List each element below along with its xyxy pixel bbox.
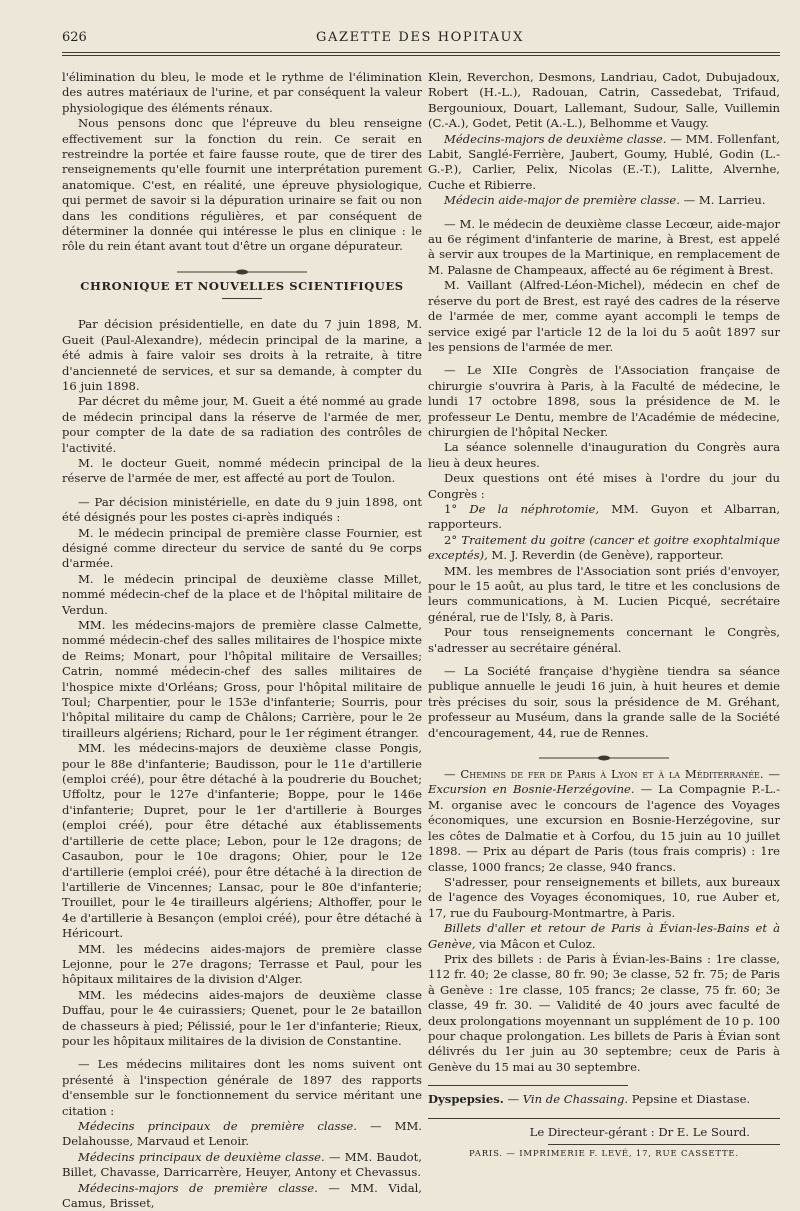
paragraph: MM. les médecins-majors de deuxième classe Pongis, pour le 88e d'infanterie; Baudisson, pour le 11e d'artillerie (emploi créé), pour être détaché à la poudrerie du Bouchet; Uffoltz, pour le 127e d'infanterie; Boppe, pour le 146e d'infanterie; Dupret, pour le 1er d'artillerie à Bourges (emploi créé), pour être détaché aux établissements d'artillerie de cette place; Lebon, pour le 12e dragons; de Casaubon, pour le 10e dragons; Ohier, pour le 12e d'artillerie (emploi créé), pour être détaché à la direction de l'artillerie de Vincennes; Lansac, pour le 80e d'infanterie; Trouillet, pour le 4e tirailleurs algériens; Althoffer, pour le 4e d'artillerie à Besançon (emploi créé), pour être détaché à Héricourt. bbox=[62, 741, 422, 941]
header-rule bbox=[62, 52, 780, 53]
running-title: GAZETTE DES HOPITAUX bbox=[316, 30, 524, 45]
citation-text: — MM. Baudot, Billet, Chavasse, Darricarrère, Heuyer, Antony et Chevassus. bbox=[62, 1149, 422, 1180]
paragraph: Klein, Reverchon, Desmons, Landriau, Cadot, Dubujadoux, Robert (H.-L.), Radouan, Catrin, Cassedebat, Trifaud, Bergounioux, Douart, Lallemant, Sudour, Salle, Vuillemin (C.-A.), Godet, Petit (A.-L.), Belhomme et Vaugy. bbox=[428, 70, 780, 131]
citation-text: — MM. Follenfant, Labit, Sanglé-Ferrière, Jaubert, Goumy, Hublé, Godin (L.-G.-P.), Carlier, Pelix, Nicolas (E.-T.), Lalitte, Alvernhe, Cuche et Ribierre. bbox=[428, 131, 780, 192]
paragraph: Prix des billets : de Paris à Évian-les-Bains : 1re classe, 112 fr. 40; 2e classe, 80 fr. 90; 3e classe, 52 fr. 75; de Paris à Genève : 1re classe, 105 francs; 2e classe, 75 fr. 60; 3e classe, 49 fr. 30. — Validité de 40 jours avec faculté de deux prolongations moyennant un supplément de 10 p. 100 pour chaque prolongation. Les billets de Paris à Évian sont délivrés du 1er juin au 30 septembre; ceux de Paris à Genève du 15 mai au 30 septembre. bbox=[428, 951, 780, 1074]
paragraph: Par décret du même jour, M. Gueit a été nommé au grade de médecin principal dans la réserve de l'armée de mer, pour compter de la date de sa radiation des contrôles de l'activité. bbox=[62, 394, 422, 455]
ad-dash: — bbox=[503, 1092, 523, 1107]
paragraph: M. le docteur Gueit, nommé médecin principal de la réserve de l'armée de mer, est affecté au port de Toulon. bbox=[62, 455, 422, 486]
notice-text: — La Compagnie P.-L.-M. organise avec le concours de l'agence des Voyages économiques, une excursion en Bosnie-Herzégovine, sur les côtes de Dalmatie et à Corfou, du 15 juin au 10 juillet 1898. — Prix au départ de Paris (tous frais compris) : 1re classe, 1000 francs; 2e classe, 940 francs. bbox=[428, 782, 781, 874]
paragraph: — Par décision ministérielle, en date du 9 juin 1898, ont été désignés pour les postes ci-après indiqués : bbox=[62, 494, 422, 525]
paragraph: M. le médecin principal de première classe Fournier, est désigné comme directeur du service de santé du 9e corps d'armée. bbox=[62, 525, 422, 571]
paragraph: MM. les médecins-majors de première classe Calmette, nommé médecin-chef des salles militaires de l'hospice mixte de Reims; Monart, pour l'hôpital militaire de Versailles; Catrin, nommé médecin-chef des salles militaires de l'hospice mixte d'Orléans; Gross, pour l'hôpital militaire de Toul; Charpentier, pour le 153e d'infanterie; Sourris, pour l'hôpital militaire du camp de Châlons; Carrière, pour le 2e tirailleurs algériens; Richard, pour le 1er régiment étranger. bbox=[62, 618, 422, 740]
citation-label: Médecins principaux de deuxième classe. bbox=[78, 1149, 325, 1164]
railway-notice bbox=[428, 767, 780, 875]
signature: Le Directeur-gérant : Dr E. Le Sourd. bbox=[529, 1124, 750, 1139]
printer-imprint: PARIS. — IMPRIMERIE F. LEVÉ, 17, RUE CASSETTE. bbox=[469, 1149, 739, 1159]
citation-text: — MM. Delahousse, Marvaud et Lenoir. bbox=[62, 1119, 422, 1149]
paragraph: — La Société française d'hygiène tiendra sa séance publique annuelle le jeudi 16 juin, à huit heures et demie très précises du soir, sous la présidence de M. Gréhant, professeur au Muséum, dans la grande salle de la Société d'encouragement, 44, rue de Rennes. bbox=[428, 664, 780, 740]
paragraph: MM. les membres de l'Association sont priés d'envoyer, pour le 15 août, au plus tard, le titre et les conclusions de leurs communications, à M. Lucien Picqué, secrétaire général, rue de l'Isly, 8, à Paris. bbox=[428, 563, 780, 624]
citation-label: Médecin aide-major de première classe. bbox=[444, 193, 680, 208]
paragraph: MM. les médecins aides-majors de deuxième classe Duffau, pour le 4e cuirassiers; Quenet, pour le 2e bataillon de chasseurs à pied; Pélissié, pour le 1er d'infanterie; Rieux, pour les hôpitaux militaires de la division de Constantine. bbox=[62, 987, 422, 1048]
divider bbox=[548, 1144, 780, 1145]
advertisement bbox=[428, 1092, 780, 1107]
question-item bbox=[428, 502, 780, 533]
ornament-divider bbox=[428, 751, 780, 759]
ornament-divider bbox=[62, 265, 422, 273]
citation-paragraph bbox=[428, 193, 780, 208]
left-column bbox=[62, 70, 422, 1211]
citation-text: — MM. Vidal, Camus, Brisset, bbox=[62, 1180, 422, 1211]
divider bbox=[428, 1085, 628, 1086]
citation-paragraph bbox=[62, 1150, 422, 1181]
paragraph: MM. les médecins aides-majors de première classe Lejonne, pour le 27e dragons; Terrasse et Paul, pour les hôpitaux militaires de la division d'Alger. bbox=[62, 941, 422, 987]
citation-label: Médecins-majors de première classe. bbox=[78, 1180, 318, 1195]
paragraph: l'élimination du bleu, le mode et le rythme de l'élimination des autres matériaux de l'urine, et par conséquent la valeur physiologique des éléments rénaux. bbox=[62, 70, 422, 115]
item-number: 1° bbox=[444, 501, 470, 516]
notice-subtitle: Excursion en Bosnie-Herzégovine. bbox=[428, 782, 635, 797]
paragraph: Nous pensons donc que l'épreuve du bleu renseigne effectivement sur la fonction du rein. Ce serait en restreindre la portée et faire fausse route, que de tirer des renseignements qu'elle fournit une interprétation purement anatomique. C'est, en réalité, une épreuve physiologique, qui permet de savoir si la dépuration urinaire se fait ou non dans les conditions régulières, et par conséquent de déterminer la donnée qui intéresse le plus en clinique : le rôle du rein étant avant tout d'être un organe dépurateur. bbox=[62, 116, 422, 254]
page-number: 626 bbox=[62, 30, 87, 45]
citation-text: — M. Larrieu. bbox=[679, 193, 766, 208]
header-rule-2 bbox=[62, 55, 780, 56]
item-text: M. J. Reverdin (de Genève), rapporteur. bbox=[487, 548, 724, 563]
citation-label: Médecins-majors de deuxième classe. bbox=[444, 131, 667, 146]
paragraph bbox=[428, 921, 780, 952]
question-item bbox=[428, 533, 780, 564]
paragraph: Deux questions ont été mises à l'ordre du jour du Congrès : bbox=[428, 471, 780, 501]
divider bbox=[428, 1118, 780, 1119]
paragraph: S'adresser, pour renseignements et billets, aux bureaux de l'agence des Voyages économiques, 10, rue Auber et, 17, rue du Faubourg-Montmartre, à Paris. bbox=[428, 874, 780, 920]
ad-product: Vin de Chassaing. bbox=[522, 1092, 629, 1107]
item-title: De la néphrotomie, bbox=[469, 501, 600, 516]
citation-paragraph bbox=[62, 1181, 422, 1211]
section-title: CHRONIQUE ET NOUVELLES SCIENTIFIQUES bbox=[80, 278, 404, 293]
right-column bbox=[428, 70, 780, 1162]
paragraph: M. Vaillant (Alfred-Léon-Michel), médecin en chef de réserve du port de Brest, est rayé des cadres de la réserve de l'armée de mer, comme ayant accompli le temps de service exigé par l'article 12 de la loi du 5 août 1897 sur les pensions de l'armée de mer. bbox=[428, 278, 780, 354]
ad-title: Dyspepsies. bbox=[428, 1092, 504, 1107]
item-subtitle: (cancer et goitre exophtalmique exceptés), bbox=[428, 532, 781, 563]
item-number: 2° bbox=[444, 532, 462, 547]
paragraph: M. le médecin principal de deuxième classe Millet, nommé médecin-chef de la place et de l'hôpital militaire de Verdun. bbox=[62, 571, 422, 617]
paragraph: — Le XIIe Congrès de l'Association française de chirurgie s'ouvrira à Paris, à la Faculté de médecine, le lundi 17 octobre 1898, sous la présidence de M. le professeur Le Dentu, membre de l'Académie de médecine, chirurgien de l'hôpital Necker. bbox=[428, 363, 780, 439]
citation-paragraph bbox=[62, 1119, 422, 1150]
paragraph: — Les médecins militaires dont les noms suivent ont présenté à l'inspection générale de 1897 des rapports d'ensemble sur le fonctionnement du service méritant une citation : bbox=[62, 1057, 422, 1118]
paragraph: Par décision présidentielle, en date du 7 juin 1898, M. Gueit (Paul-Alexandre), médecin principal de la marine, a été admis à faire valoir ses droits à la retraite, à titre d'ancienneté de services, et sur sa demande, à compter du 16 juin 1898. bbox=[62, 317, 422, 393]
item-text: MM. Guyon et Albarran, rapporteurs. bbox=[428, 501, 780, 532]
item-title: Traitement du goitre bbox=[461, 532, 586, 547]
citation-paragraph bbox=[428, 132, 780, 194]
ticket-title: Billets d'aller et retour de Paris à Évian-les-Bains et à Genève, bbox=[428, 921, 780, 951]
ad-text: Pepsine et Diastase. bbox=[628, 1092, 751, 1107]
notice-title: — Chemins de fer de Paris à Lyon et à la Méditerranée. — bbox=[444, 767, 780, 782]
paragraph: La séance solennelle d'inauguration du Congrès aura lieu à deux heures. bbox=[428, 440, 780, 470]
citation-label: Médecins principaux de première classe. bbox=[78, 1119, 357, 1133]
ticket-route: via Mâcon et Culoz. bbox=[475, 936, 596, 951]
paragraph: — M. le médecin de deuxième classe Lecœur, aide-major au 6e régiment d'infanterie de marine, à Brest, est appelé à servir aux troupes de la Martinique, en remplacement de M. Palasne de Champeaux, affecté au 6e régiment à Brest. bbox=[428, 216, 780, 277]
section-rule bbox=[222, 298, 262, 299]
paragraph: Pour tous renseignements concernant le Congrès, s'adresser au secrétaire général. bbox=[428, 625, 780, 655]
